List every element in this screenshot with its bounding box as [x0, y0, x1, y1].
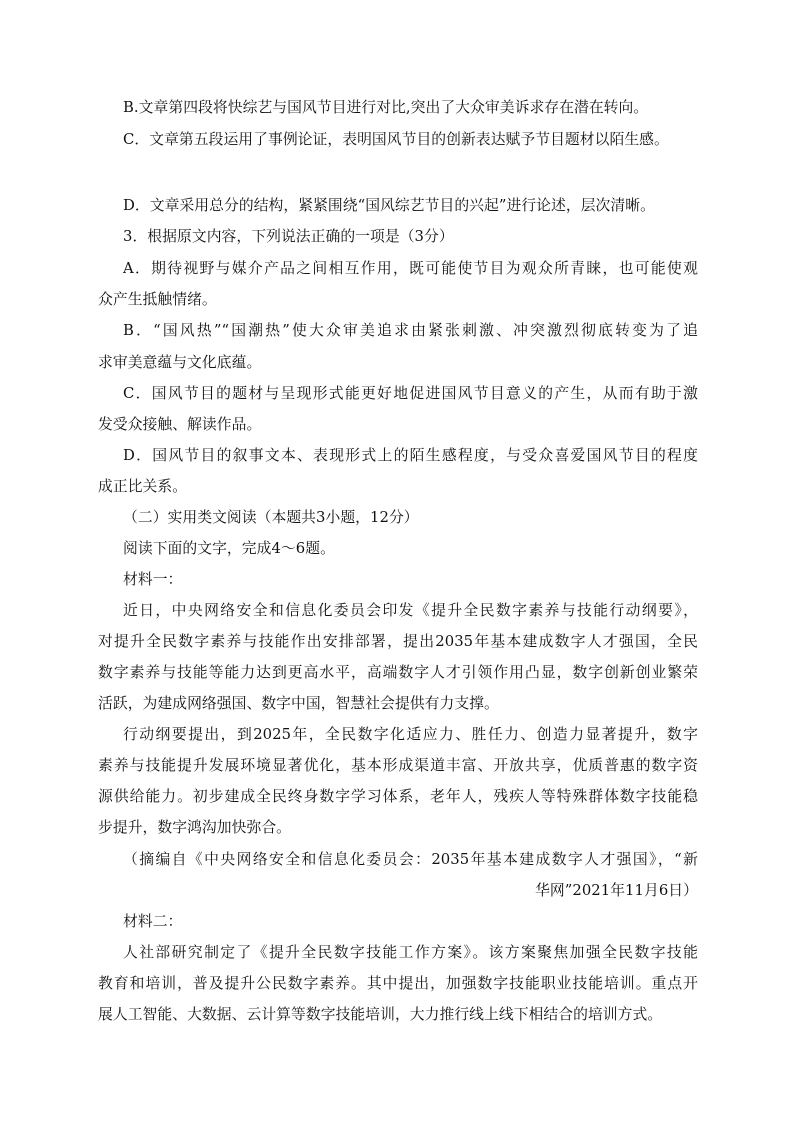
material1-label: 材料一： — [123, 571, 183, 588]
section-heading: （二）实用类文阅读（本题共3小题，12分） — [123, 509, 419, 526]
q3-option-d-line2: 成正比关系。 — [98, 478, 188, 495]
q3-option-c-line2: 发受众接触、解读作品。 — [98, 416, 262, 433]
material2-label: 材料二： — [123, 913, 183, 930]
q2-option-d: D．文章采用总分的结构，紧紧围绕“国风综艺节目的兴起”进行论述，层次清晰。 — [123, 197, 655, 214]
material1-source-line2: 华网”2021年11月6日） — [535, 882, 698, 899]
q3-option-b-line1: B．“国风热”“国潮热”使大众审美追求由紧张刺激、冲突激烈彻底转变为了追 — [123, 322, 698, 339]
material1-para1-line3: 数字素养与技能等能力达到更高水平，高端数字人才引领作用凸显，数字创新创业繁荣 — [98, 664, 698, 681]
material1-para2-line2: 素养与技能提升发展环境显著优化，基本形成渠道丰富、开放共享，优质普惠的数字资 — [98, 757, 698, 774]
q3-option-a-line1: A．期待视野与媒介产品之间相互作用，既可能使节目为观众所青睐，也可能使观 — [123, 260, 698, 277]
material2-para1-line3: 展人工智能、大数据、云计算等数字技能培训，大力推行线上线下相结合的培训方式。 — [98, 1006, 663, 1023]
material1-para1-line1: 近日，中央网络安全和信息化委员会印发《提升全民数字素养与技能行动纲要》， — [123, 602, 698, 619]
q3-option-d-line1: D．国风节目的叙事文本、表现形式上的陌生感程度，与受众喜爱国风节目的程度 — [123, 447, 698, 464]
material1-source-line1: （摘编自《中央网络安全和信息化委员会：2035年基本建成数字人才强国》，“新 — [123, 851, 698, 868]
material1-para2-line4: 步提升，数字鸿沟加快弥合。 — [98, 819, 292, 836]
material1-para1-line2: 对提升全民数字素养与技能作出安排部署，提出2035年基本建成数字人才强国，全民 — [98, 633, 698, 650]
section-instruction: 阅读下面的文字，完成4～6题。 — [123, 540, 335, 557]
q3-option-c-line1: C．国风节目的题材与呈现形式能更好地促进国风节目意义的产生，从而有助于激 — [123, 385, 698, 402]
material1-para2-line1: 行动纲要提出，到2025年，全民数字化适应力、胜任力、创造力显著提升，数字 — [123, 726, 698, 743]
material1-para2-line3: 源供给能力。初步建成全民终身数字学习体系，老年人，残疾人等特殊群体数字技能稳 — [98, 788, 698, 805]
q2-option-b: B.文章第四段将快综艺与国风节目进行对比,突出了大众审美诉求存在潜在转向。 — [123, 99, 649, 116]
material2-para1-line2: 教育和培训，普及提升公民数字素养。其中提出，加强数字技能职业技能培训。重点开 — [98, 975, 698, 992]
q3-option-a-line2: 众产生抵触情绪。 — [98, 291, 217, 308]
q3-option-b-line2: 求审美意蕴与文化底蕴。 — [98, 354, 262, 371]
q3-stem: 3．根据原文内容，下列说法正确的一项是（3分） — [123, 228, 454, 245]
material2-para1-line1: 人社部研究制定了《提升全民数字技能工作方案》。该方案聚焦加强全民数字技能 — [123, 944, 698, 961]
material1-para1-line4: 活跃，为建成网络强国、数字中国，智慧社会提供有力支撑。 — [98, 695, 499, 712]
q2-option-c: C．文章第五段运用了事例论证，表明国风节目的创新表达赋予节目题材以陌生感。 — [123, 131, 669, 148]
